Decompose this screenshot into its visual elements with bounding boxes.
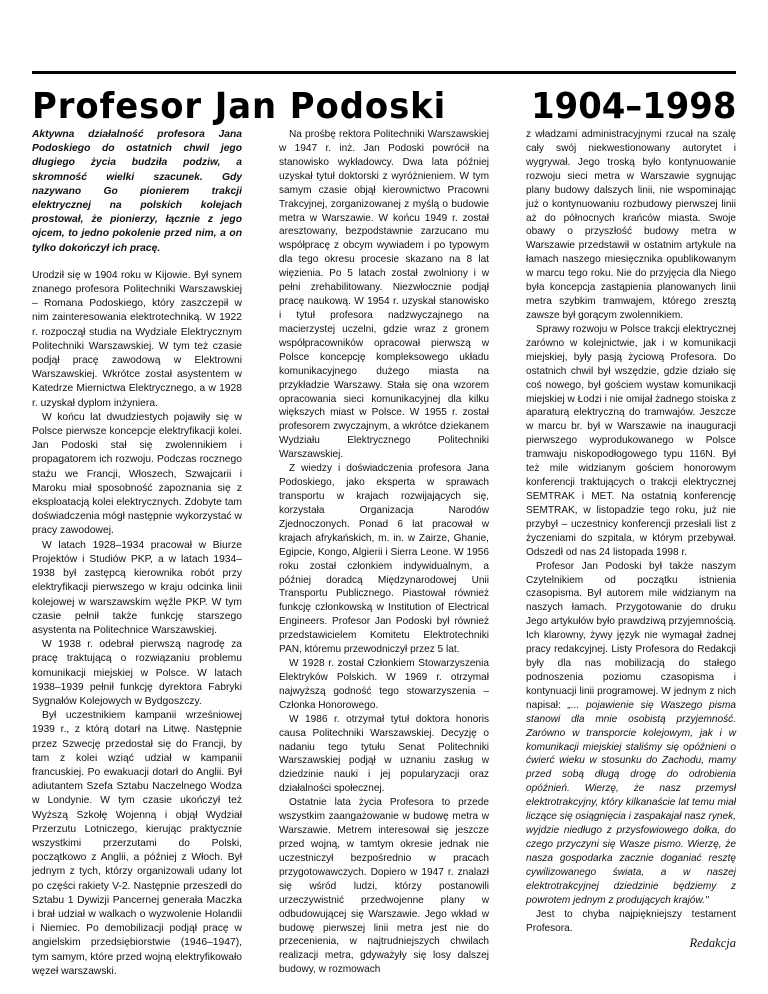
paragraph-with-quote (526, 560, 736, 908)
paragraph: W 1986 r. otrzymał tytuł doktora honoris causa Politechniki Warszawskiej. Decyzję o nadaniu tego tytułu Senat Politechniki Warszawskiej podjął w uznaniu zasług w dziedzinie nauki i jej popularyzacji oraz działalności społecznej. (279, 713, 489, 795)
column-1 (32, 128, 242, 979)
paragraph: W 1938 r. odebrał pierwszą nagrodę za pracę traktującą o rozwiązaniu problemu komunikacji miejskiej w Polsce. W latach 1938–1939 pełnił funkcję dyrektora Fabryki Sygnałów Kolejowych w Bydgoszczy. (32, 639, 242, 707)
paragraph: Sprawy rozwoju w Polsce trakcji elektrycznej zarówno w kolejnictwie, jak i w komunikacji miejskiej, były pasją życiową Profesora. Do ostatnich chwil był wszędzie, gdzie działo się coś nowego, był gościem wystaw komunikacji miejskiej w Łodzi i nie omijał żadnego stoiska z aparaturą elektryczną do tramwajów. Jeszcze w marcu br. był w Warszawie na inauguracji pierwszego wyprodukowanego w Polsce tramwaju niskopodłogowego typu 116N. Był też mile widzianym gościem honorowym konferencji traktujących o trakcji elektrycznej SEMTRAK i MET. Na ostatnią konferencję SEMTRAK, w listopadzie tego roku, już nie przybył – uczestnicy konferencji przesłali list z życzeniami do szpitala, w którym przebywał. Odszedł od nas 24 listopada 1998 r. (526, 323, 736, 558)
paragraph: Z wiedzy i doświadczenia profesora Jana Podoskiego, jako eksperta w sprawach transportu w krajach rozwijających się, korzystała Organizacja Narodów Zjednoczonych. Ponad 6 lat pracował w krajach afrykańskich, m. in. w Zairze, Ghanie, Egipcie, Kongo, Algierii i Sierra Leone. W 1956 roku został członkiem indywidualnym, a później doradcą Międzynarodowej Unii Transportu Publicznego. Piastował również funkcję członkowską w Institution of Electrical Engineers. Profesor Jan Podoski był również przedstawicielem Komitetu Elektrotechniki PAN, któremu przewodniczył przez 5 lat. (279, 463, 489, 656)
article-title: Profesor Jan Podoski (32, 85, 447, 127)
signature: Redakcja (689, 936, 736, 951)
article-years: 1904–1998 (530, 85, 736, 127)
paragraph: W końcu lat dwudziestych pojawiły się w Polsce pierwsze koncepcje elektryfikacji kolei. Jan Podoski stał się zwolennikiem i propagatorem ich rozwoju. Podczas rocznego stażu we Francji, Włoszech, Szwajcarii i Maroku miał sposobność zapoznania się z eksploatacją kolei elektrycznych. Zdobyte tam doświadczenia mógł następnie wykorzystać w pracy zawodowej. (32, 411, 242, 537)
column-2 (279, 128, 489, 977)
article-header (32, 80, 736, 132)
paragraph: Urodził się w 1904 roku w Kijowie. Był synem znanego profesora Politechniki Warszawskiej – Romana Podoskiego, który zaszczepił w nim zainteresowania elektrotechniką. W 1922 r. rozpoczął studia na Wydziale Elektrycznym Politechniki Warszawskiej. W tym też czasie podjął pracę zawodową w Elektrowni Warszawskiej. Wkrótce został asystentem w Katedrze Miernictwa Elektrycznego, a w 1928 r. uzyskał dyplom inżyniera. (32, 269, 242, 409)
quote-text: „... pojawienie się Waszego pisma stanowi dla mnie osobistą przyjemność. Zarówno w transporcie kolejowym, jak i w komunikacji miejskiej staliśmy się opóźnieni o ćwierć wieku w stosunku do Zachodu, mamy przed sobą długą drogę do odrobienia opóźnień. Wierzę, że nasz przemysł elektrotrakcyjny, który kilkanaście lat temu miał liczące się osiągnięcia i zaspakajał nasz rynek, wyjdzie niedługo z przysfowiowego dołka, do czego przyczyni się Wasze pismo. Wierzę, że nasza gospodarka zacznie doganiać resztę cywilizowanego świata, a w naszej elektrotrakcyjnej dziedzinie będziemy z powrotem jednym z produjących krajów." (526, 699, 736, 906)
paragraph: Był uczestnikiem kampanii wrześniowej 1939 r., z którą dotarł na Litwę. Następnie przez Szwecję przedostał się do Francji, by tam z kolei wziąć udział w kampanii francuskiej. Po ewakuacji dotarł do Anglii. Był adiutantem Szefa Sztabu Naczelnego Wodza w Londynie. W tym czasie ukończył też Wyższą Szkołę Wojenną i objął Wydział Przerzutu Lotniczego, kierując praktycznie wszystkimi przerzutami do Polski, początkowo z Anglii, a później z Włoch. Był jednym z tych, którzy organizowali udany lot po części rakiety V-2. Następnie przeszedł do Sztabu 1 Dywizji Pancernej generała Maczka i brał udział w walkach o wyzwolenie Holandii i Niemiec. Po demobilizacji podjął pracę w angielskim przedsiębiorstwie (1946–1947), tym samym, które przed wojną elektryfikowało węzeł warszawski. (32, 710, 243, 977)
closing-paragraph: Jest to chyba najpiękniejszy testament Profesora. (526, 908, 736, 934)
paragraph: W latach 1928–1934 pracował w Biurze Projektów i Studiów PKP, a w latach 1934–1938 był zastępcą kierownika robót przy elektryfikacji pierwszego w kraju odcinka linii kolejowej w warszawskim węźle PKP. W tym czasie pełnił także funkcję starszego asystenta na Politechnice Warszawskiej. (32, 539, 242, 636)
article-lead: Aktywna działalność profesora Jana Podoskiego do ostatnich chwil jego długiego życia budziła podziw, a skromność wielki szacunek. Gdy nazywano Go pionierem trakcji elektrycznej na polskich kolejach prostował, że pionierzy, łącznie z jego ojcem, to jedno pokolenie przed nim, a on tylko dokończył ich pracę. (32, 129, 242, 254)
top-rule (32, 71, 736, 74)
paragraph: z władzami administracyjnymi rzucał na szalę cały swój niekwestionowany autorytet i wygrywał. Jego troską było kontynuowanie rozwoju sieci metra w Warszawie sygnując plany budowy dalszych linii, nie wspominając już o kontynuowaniu rozbudowy pierwszej linii aż do północnych krańców miasta. Swoje obawy o przyszłość budowy metra w Warszawie przedstawił w ostatnim artykule na łamach naszego miesięcznika opublikowanym w marcu tego roku. Nie do przyjęcia dla Niego była koncepcja zastąpienia planowanych linii metra szybkim tramwajem, którego zresztą zawsze był gorącym zwolennikiem. (526, 129, 736, 321)
column-3 (526, 128, 736, 951)
paragraph-text: Profesor Jan Podoski był także naszym Czytelnikiem od początku istnienia czasopisma. Był autorem mile widzianym na naszych łamach. Przygotowanie do druku Jego artykułów było prawdziwą przyjemnością. Ich klarowny, żywy język nie wymagał żadnej pracy redakcyjnej. Listy Profesora do Redakcji były dla nas mobilizacją do stałego podnoszenia poziomu czasopisma i kontynuacji linii programowej. W jednym z nich napisał: (526, 560, 736, 711)
paragraph: Na prośbę rektora Politechniki Warszawskiej w 1947 r. inż. Jan Podoski powrócił na stanowisko wykładowcy. Dwa lata później uzyskał tytuł doktorski z wyróżnieniem. W tym samym czasie objął kierownictwo Pracowni Trakcyjnej, zorganizowanej z myślą o budowie metra w Warszawie. W końcu 1949 r. został aresztowany, bezpodstawnie zarzucano mu współpracę z obcym wywiadem i po typowym dla tego okresu procesie skazano na 8 lat więzienia. Po 5 latach został zwolniony i w pełni zrehabilitowany. Niezwłocznie podjął pracę naukową. W 1954 r. uzyskał stanowisko i tytuł profesora nadzwyczajnego na macierzystej uczelni, gdzie wraz z gronem współpracowników opracował pierwszą w Polsce koncepcję kompleksowego układu komunikacyjnego dużego miasta na przykładzie Warszawy. Stała się ona wzorem opracowania sieci komunikacyjnej dla kilku większych miast w Polsce. W 1955 r. został profesorem zwyczajnym, a wkrótce dziekanem Wydziału Elektrycznego Politechniki Warszawskiej. (279, 129, 489, 461)
paragraph: Ostatnie lata życia Profesora to przede wszystkim zaangażowanie w budowę metra w Warszawie. Metrem interesował się jeszcze przed wojną, w tamtym okresie jednak nie uczestniczył bezpośrednio w pracach przygotowawczych. Dopiero w 1947 r. znalazł się wśród ludzi, którzy postanowili urzeczywistnić przedwojenne plany w odbudowującej się Warszawie. Jego wkład w budowę pierwszej linii metra jest nie do przecenienia, w najtrudniejszych chwilach realizacji metra, gdyważyły się losy dalszej budowy, w rozmowach (279, 797, 489, 976)
paragraph: W 1928 r. został Członkiem Stowarzyszenia Elektryków Polskich. W 1969 r. otrzymał najwyższą godność tego stowarzyszenia – Członka Honorowego. (279, 658, 489, 711)
